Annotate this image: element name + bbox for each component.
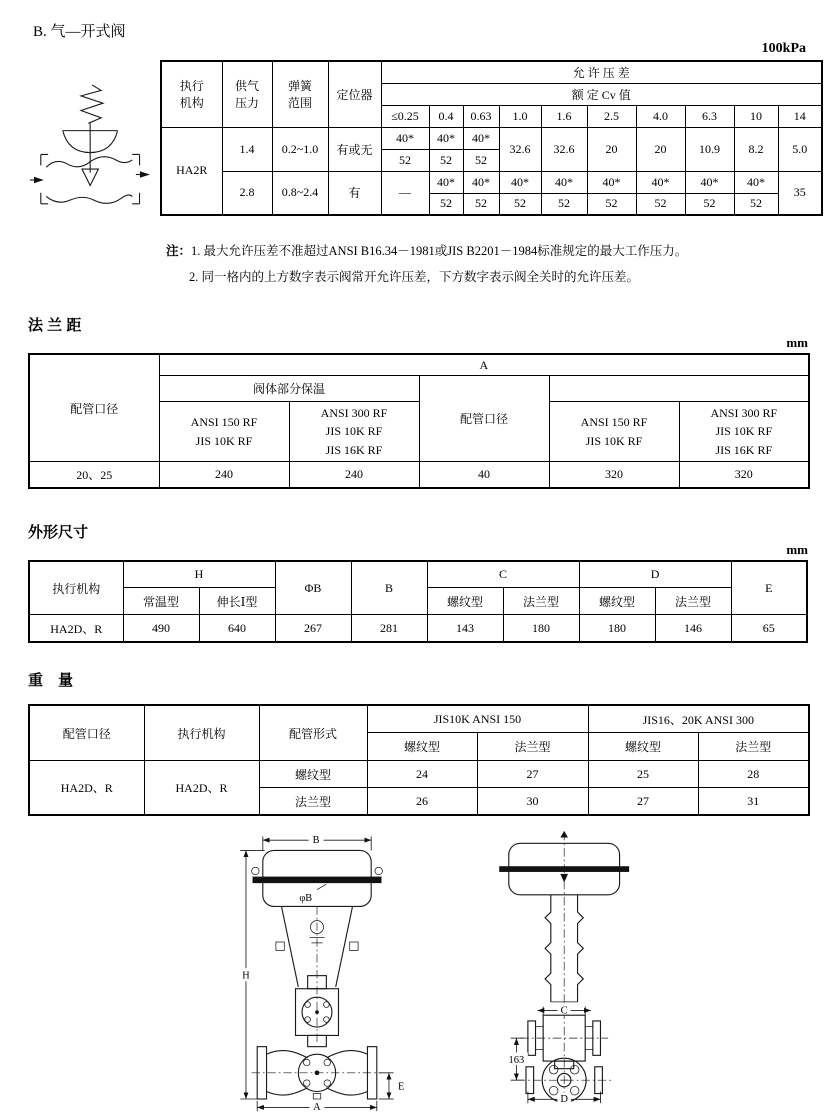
group-header-c: C [427,561,579,588]
dim-label-163: 163 [508,1054,525,1066]
cell-value: 28 [698,761,809,788]
cv-tick: 1.0 [499,105,541,127]
header-line: 机构 [179,96,204,111]
group-header-allowable-dp: 允 许 压 差 [381,61,822,83]
cell-closed: 52 [587,193,636,215]
cell-value: 27 [477,761,588,788]
col-header-phib: ΦB [275,561,351,615]
cv-tick: 2.5 [587,105,636,127]
header-line: 压力 [234,96,259,111]
cell-merged: 35 [778,171,822,215]
header-line: ANSI 150 RF [190,415,258,430]
col-header-extended: 伸长Ⅰ型 [199,588,275,615]
cell-value: 27 [588,788,698,815]
cell-open: 40* [429,171,463,193]
col-header-flange: 法兰型 [698,733,809,761]
dim-label-c: C [560,1005,568,1017]
cell-spring: 0.8~2.4 [272,171,328,215]
cell-closed: 52 [463,193,499,215]
cell-value: 180 [579,615,655,642]
header-line: ANSI 300 RF [710,405,778,420]
flange-distance-table [28,353,810,489]
cell-open: 40* [381,127,429,149]
cell-open: 40* [636,171,685,193]
cell-value: 31 [698,788,809,815]
header-line: JIS 16K RF [715,443,773,458]
cell-value: 25 [588,761,698,788]
cell-positioner: 有 [328,171,381,215]
note-line-1 [166,242,816,261]
cell-pipe-size: HA2D、R [29,761,144,815]
cell-value: 143 [427,615,503,642]
cell-pipe-form: 螺纹型 [259,761,367,788]
col-header-thread: 螺纹型 [367,733,477,761]
cell-value: 267 [275,615,351,642]
note-label: 注： [166,244,192,258]
cell-value: 240 [289,462,419,488]
cv-tick: 6.3 [685,105,734,127]
weight-table [28,704,810,816]
cell-value: 281 [351,615,427,642]
cell-value: 30 [477,788,588,815]
outline-dimensions-table [28,560,808,643]
cell-closed: 52 [381,149,429,171]
cell-closed: 52 [541,193,587,215]
dim-label-e: E [397,1081,405,1093]
group-header-d: D [579,561,731,588]
pressure-section [0,60,836,222]
cell-spring: 0.2~1.0 [272,127,328,171]
header-line: JIS 10K RF [585,433,643,448]
cell-value: 320 [549,462,679,488]
col-header-ansi150 [549,402,679,462]
cell-open: 40* [463,171,499,193]
col-header-normal-temp: 常温型 [123,588,199,615]
col-header-pipe-size: 配管口径 [29,354,159,462]
header-line: ANSI 300 RF [320,405,388,420]
valve-front-view-drawing [222,828,412,1113]
cv-tick: 10 [734,105,778,127]
header-line: 供气 [234,79,259,94]
cell-value: 490 [123,615,199,642]
dims-unit-label: mm [786,541,808,557]
cell-value: 320 [679,462,809,488]
cell-value: 26 [367,788,477,815]
dim-label-b: B [312,834,320,846]
dim-label-d: D [560,1093,568,1105]
flange-distance-heading: 法 兰 距 [28,316,82,334]
col-header-positioner: 定位器 [328,61,381,127]
cell-open: 40* [541,171,587,193]
datasheet-page [0,20,836,1113]
col-header-ansi150 [159,402,289,462]
cell-actuator-model: HA2D、R [144,761,259,815]
notes [166,242,816,288]
col-header-ansi300 [289,402,419,462]
header-line: JIS 10K RF [325,424,383,439]
cell-closed: 52 [429,193,463,215]
cell-merged: 8.2 [734,127,778,171]
col-header-b: B [351,561,427,615]
header-line: 范围 [287,96,312,111]
col-header-e: E [731,561,807,615]
cell-closed: 52 [463,149,499,171]
weight-heading: 重 量 [28,671,74,689]
cell-merged: 10.9 [685,127,734,171]
pressure-unit-label: 100kPa [761,41,806,56]
col-header-actuator: 执行机构 [144,705,259,761]
cell-value: 240 [159,462,289,488]
col-header-actuator: 执行机构 [29,561,123,615]
note-text: 1. 最大允许压差不准超过ANSI B16.34－1981或JIS B2201－1984标准规定的最大工作压力。 [191,244,688,258]
allowable-pressure-diff-table [160,60,823,216]
cv-tick: 4.0 [636,105,685,127]
header-line: JIS 10K RF [715,424,773,439]
section-title: B. 气—开式阀 [33,24,126,40]
cv-tick: 0.63 [463,105,499,127]
cell-actuator-model: HA2D、R [29,615,123,642]
dim-label-h: H [242,970,250,982]
valve-side-view-drawing [482,828,654,1113]
col-header-thread: 螺纹型 [588,733,698,761]
col-header-pipe-size-2: 配管口径 [419,376,549,462]
cell-open: 40* [587,171,636,193]
cell-supply: 1.4 [222,127,272,171]
cell-dash: — [381,171,429,215]
col-header-pipe-size: 配管口径 [29,705,144,761]
dim-label-phib: φB [299,892,313,904]
cv-tick: ≤0.25 [381,105,429,127]
cell-open: 40* [499,171,541,193]
cell-merged: 20 [587,127,636,171]
header-line: 弹簧 [287,79,312,94]
dim-label-a: A [313,1101,321,1113]
cell-closed: 52 [636,193,685,215]
cell-value: 180 [503,615,579,642]
cell-value: 24 [367,761,477,788]
cell-merged: 32.6 [541,127,587,171]
air-to-open-valve-symbol-icon [28,74,160,222]
col-header-flange: 法兰型 [503,588,579,615]
cell-open: 40* [734,171,778,193]
cell-open: 40* [463,127,499,149]
col-header-pipe-form: 配管形式 [259,705,367,761]
cell-value: 640 [199,615,275,642]
header-line: ANSI 150 RF [580,415,648,430]
cell-merged: 5.0 [778,127,822,171]
cell-value: 146 [655,615,731,642]
cell-value: 40 [419,462,549,488]
col-header-spring-range [272,61,328,127]
cell-open: 40* [429,127,463,149]
col-header-thread: 螺纹型 [427,588,503,615]
group-header-jis16-20k: JIS16、20K ANSI 300 [588,705,809,733]
col-header-flange: 法兰型 [477,733,588,761]
outline-dims-heading: 外形尺寸 [28,523,89,541]
flange-unit-label: mm [786,334,808,350]
cell-supply: 2.8 [222,171,272,215]
cell-closed: 52 [429,149,463,171]
note-line-2: 2. 同一格内的上方数字表示阀常开允许压差，下方数字表示阀全关时的允许压差。 [189,270,640,285]
group-header-jis10k: JIS10K ANSI 150 [367,705,588,733]
group-header-insulation: 阀体部分保温 [159,376,419,402]
cell-pipe-form: 法兰型 [259,788,367,815]
cell-merged: 20 [636,127,685,171]
cell-merged: 32.6 [499,127,541,171]
header-line: JIS 16K RF [325,443,383,458]
header-line: JIS 10K RF [195,433,253,448]
valve-drawings [40,828,836,1113]
cell-positioner: 有或无 [328,127,381,171]
cell-pipe-size: 20、25 [29,462,159,488]
group-header-rated-cv: 额 定 Cv 值 [381,83,822,105]
col-header-flange: 法兰型 [655,588,731,615]
cv-tick: 1.6 [541,105,587,127]
group-header-blank [549,376,809,402]
col-header-actuator [161,61,222,127]
cell-open: 40* [685,171,734,193]
cell-closed: 52 [499,193,541,215]
group-header-a: A [159,354,809,376]
col-header-thread: 螺纹型 [579,588,655,615]
cell-value: 65 [731,615,807,642]
header-line: 执行 [179,79,204,94]
col-header-supply-pressure [222,61,272,127]
cell-actuator-model: HA2R [161,127,222,215]
cell-closed: 52 [685,193,734,215]
group-header-h: H [123,561,275,588]
cv-tick: 0.4 [429,105,463,127]
cv-tick: 14 [778,105,822,127]
cell-closed: 52 [734,193,778,215]
col-header-ansi300 [679,402,809,462]
